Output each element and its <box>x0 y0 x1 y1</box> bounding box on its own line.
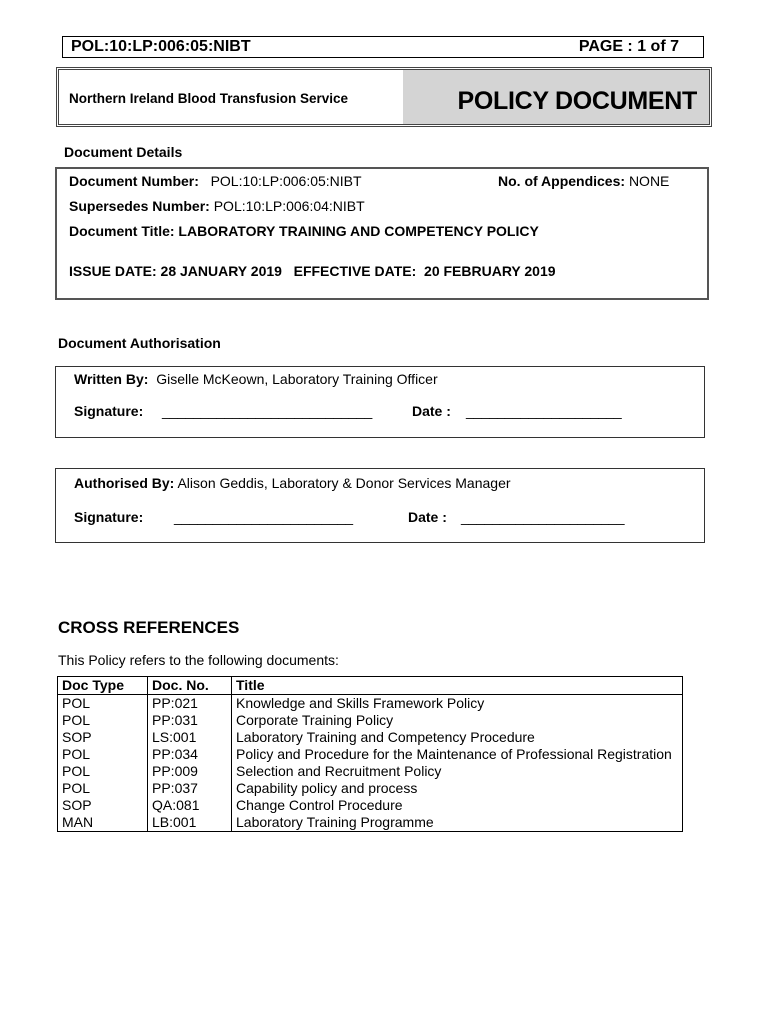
page-header-bar <box>62 36 704 58</box>
supersedes-line <box>69 198 365 214</box>
organisation-name: Northern Ireland Blood Transfusion Service <box>69 91 349 106</box>
written-by-line <box>74 371 438 387</box>
written-by-value: Giselle McKeown, Laboratory Training Officer <box>156 371 438 387</box>
appendices-value: NONE <box>628 173 670 189</box>
date-line-1[interactable]: ____________________ <box>466 403 622 419</box>
doc-number-label: Document Number: <box>69 173 199 189</box>
table-row <box>58 763 683 780</box>
cell-doc-no: PP:034 <box>148 746 232 763</box>
cell-doc-no: LB:001 <box>148 814 232 832</box>
doc-reference: POL:10:LP:006:05:NIBT <box>71 38 251 55</box>
table-row <box>58 780 683 797</box>
cross-references-title: CROSS REFERENCES <box>58 618 240 637</box>
cell-doc-no: QA:081 <box>148 797 232 814</box>
cell-title: Knowledge and Skills Framework Policy <box>232 695 683 713</box>
cell-doc-no: PP:031 <box>148 712 232 729</box>
title-banner <box>56 67 712 127</box>
cell-doc-type: POL <box>58 712 148 729</box>
cell-doc-type: MAN <box>58 814 148 832</box>
header-doc-type: Doc Type <box>58 677 148 695</box>
cell-doc-type: POL <box>58 746 148 763</box>
appendices-label: No. of Appendices: <box>498 173 626 189</box>
page-number: PAGE : 1 of 7 <box>578 38 679 55</box>
doc-type-panel <box>403 70 709 124</box>
cell-title: Policy and Procedure for the Maintenance of Professional Registration <box>232 746 683 763</box>
signature-label-1: Signature: <box>74 403 144 419</box>
written-by-label: Written By: <box>74 371 149 387</box>
doc-number-value: POL:10:LP:006:05:NIBT <box>210 173 362 189</box>
authorised-by-value: Alison Geddis, Laboratory & Donor Services Manager <box>177 475 511 491</box>
effective-date-value: 20 FEBRUARY 2019 <box>424 263 556 279</box>
cell-doc-type: POL <box>58 763 148 780</box>
cell-title: Laboratory Training Programme <box>232 814 683 832</box>
details-section-title: Document Details <box>64 144 183 160</box>
signature-line-1[interactable]: ___________________________ <box>162 403 373 419</box>
appendices-line <box>498 173 669 189</box>
cell-doc-type: SOP <box>58 797 148 814</box>
date-line-2[interactable]: _____________________ <box>461 509 625 525</box>
cell-title: Laboratory Training and Competency Procedure <box>232 729 683 746</box>
authorised-by-label: Authorised By: <box>74 475 175 491</box>
issue-date-label: ISSUE DATE: <box>69 263 157 279</box>
document-details-box <box>55 167 709 300</box>
doc-number-line <box>69 173 362 189</box>
doc-type-title: POLICY DOCUMENT <box>457 87 697 115</box>
cell-title: Selection and Recruitment Policy <box>232 763 683 780</box>
table-row <box>58 797 683 814</box>
authorised-by-line <box>74 475 511 491</box>
cell-doc-no: PP:037 <box>148 780 232 797</box>
table-header-row <box>58 677 683 695</box>
doc-title-line <box>69 223 539 239</box>
doc-title-label: Document Title: <box>69 223 175 239</box>
table-row <box>58 814 683 832</box>
table-row <box>58 746 683 763</box>
cell-doc-type: SOP <box>58 729 148 746</box>
cross-references-intro: This Policy refers to the following documents: <box>58 652 339 668</box>
signature-line-2[interactable]: _______________________ <box>174 509 354 525</box>
date-label-1: Date : <box>412 403 451 419</box>
issue-date-value: 28 JANUARY 2019 <box>160 263 282 279</box>
cell-doc-no: PP:021 <box>148 695 232 713</box>
table-row <box>58 712 683 729</box>
effective-date-label: EFFECTIVE DATE: <box>293 263 417 279</box>
supersedes-label: Supersedes Number: <box>69 198 210 214</box>
written-by-box <box>55 366 705 438</box>
cell-title: Capability policy and process <box>232 780 683 797</box>
table-row <box>58 695 683 713</box>
cell-title: Corporate Training Policy <box>232 712 683 729</box>
authorised-by-box <box>55 468 705 543</box>
table-row <box>58 729 683 746</box>
header-title: Title <box>232 677 683 695</box>
header-doc-no: Doc. No. <box>148 677 232 695</box>
cell-doc-no: LS:001 <box>148 729 232 746</box>
date-label-2: Date : <box>408 509 447 525</box>
cross-references-table <box>57 676 683 832</box>
dates-line <box>69 263 556 279</box>
supersedes-value: POL:10:LP:006:04:NIBT <box>213 198 365 214</box>
cell-doc-type: POL <box>58 695 148 713</box>
cell-doc-no: PP:009 <box>148 763 232 780</box>
authorisation-section-title: Document Authorisation <box>58 335 221 351</box>
signature-label-2: Signature: <box>74 509 144 525</box>
cell-doc-type: POL <box>58 780 148 797</box>
doc-title-value: LABORATORY TRAINING AND COMPETENCY POLICY <box>178 223 539 239</box>
cell-title: Change Control Procedure <box>232 797 683 814</box>
